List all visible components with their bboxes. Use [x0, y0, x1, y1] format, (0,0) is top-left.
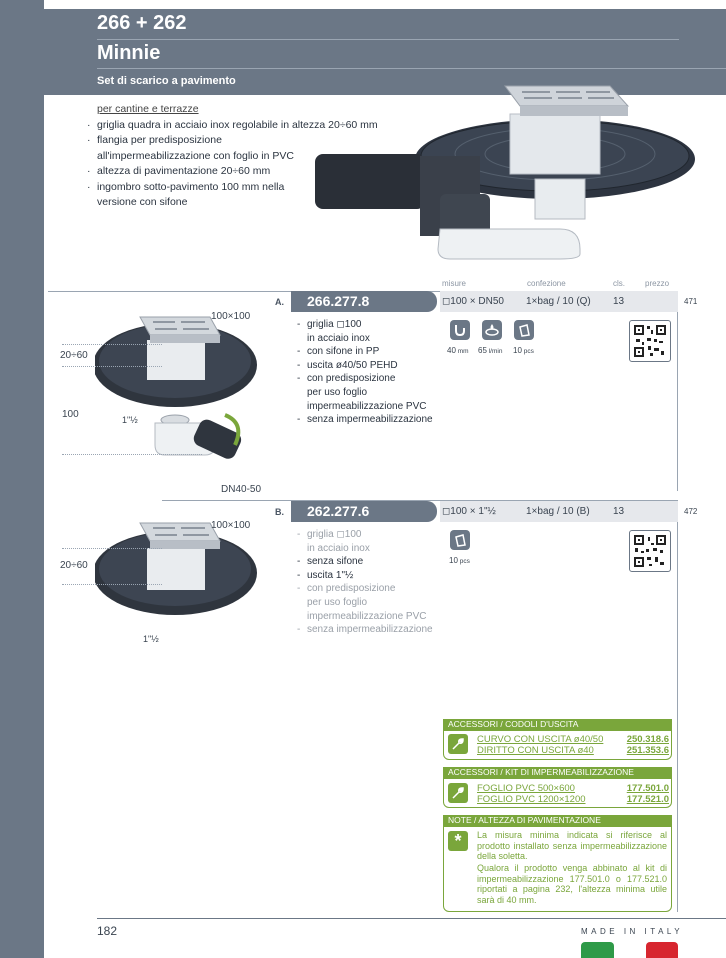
product-name: Minnie — [97, 42, 161, 64]
variant-letter: A. — [275, 297, 284, 307]
variant-code: 266.277.8 — [291, 291, 437, 312]
dim-grate: 100×100 — [211, 520, 251, 531]
bag-icon — [450, 530, 470, 550]
icon-caption: 65 l/min — [478, 346, 503, 355]
icon-caption: 40 mm — [447, 346, 469, 355]
accessory-title: ACCESSORI / CODOLI D'USCITA — [443, 719, 672, 730]
column-header-cls: cls. — [613, 279, 625, 288]
qr-code[interactable] — [629, 530, 671, 572]
desc-line: - con predisposizione — [297, 582, 442, 596]
title-divider — [97, 39, 679, 40]
desc-line: in acciaio inox — [307, 332, 370, 344]
variant-cls: 13 — [613, 506, 625, 517]
variant-letter: B. — [275, 507, 284, 517]
variant-description — [297, 528, 442, 637]
page-reference: 471 — [684, 297, 698, 306]
column-header-prezzo: prezzo — [645, 279, 670, 288]
accessory-row[interactable]: DIRITTO CON USCITA ø40 251.353.6 — [477, 745, 669, 756]
dim-guide — [62, 344, 162, 345]
desc-line: impermeabilizzazione PVC — [307, 400, 427, 412]
accessory-row[interactable]: FOGLIO PVC 1200×1200 177.521.0 — [477, 794, 669, 805]
feature-item: per cantine e terrazze — [97, 103, 199, 115]
variant-misure: ◻100 × 1"½ — [442, 506, 496, 517]
feature-item: · griglia quadra in acciaio inox regolabile in altezza 20÷60 mm — [87, 118, 417, 134]
qr-code[interactable] — [629, 320, 671, 362]
product-subtitle: Set di scarico a pavimento — [97, 75, 236, 87]
dim-guide — [62, 548, 162, 549]
note-text: La misura minima indicata si riferisce al prodotto installato senza impermeabilizzazione della soletta. — [477, 830, 667, 861]
accessory-title: ACCESSORI / KIT DI IMPERMEABILIZZAZIONE — [443, 767, 672, 778]
desc-line: in acciaio inox — [307, 542, 370, 554]
dim-outlet: DN40-50 — [221, 484, 262, 495]
made-in-italy: MADE IN ITALY — [581, 927, 684, 936]
variant-b-drawing — [95, 515, 275, 625]
desc-line: - senza impermeabilizzazione — [297, 413, 442, 427]
desc-line: - senza impermeabilizzazione — [297, 623, 442, 637]
dim-guide — [62, 584, 162, 585]
wrench-icon — [448, 734, 468, 754]
dim-height: 20÷60 — [60, 560, 88, 571]
column-header-misure: misure — [442, 279, 467, 288]
footer-divider — [97, 918, 726, 919]
icon-caption: 10 pcs — [513, 346, 534, 355]
feature-item: · ingombro sotto-pavimento 100 mm nella versione con sifone — [87, 180, 287, 211]
dim-guide — [62, 454, 202, 455]
desc-line: - con sifone in PP — [297, 345, 442, 359]
icon-caption: 10 pcs — [449, 556, 470, 565]
page-reference: 472 — [684, 507, 698, 516]
variant-spec-bar — [440, 291, 678, 312]
flow-icon — [482, 320, 502, 340]
desc-line: impermeabilizzazione PVC — [307, 610, 427, 622]
desc-line: - uscita ø40/50 PEHD — [297, 359, 442, 373]
dim-height: 20÷60 — [60, 350, 88, 361]
desc-line: per uso foglio — [307, 386, 368, 398]
bag-icon — [514, 320, 534, 340]
variant-confezione: 1×bag / 10 (Q) — [526, 296, 591, 307]
desc-line: - uscita 1"½ — [297, 569, 442, 583]
flag-green — [581, 942, 614, 958]
desc-line: per uso foglio — [307, 596, 368, 608]
note-box — [443, 826, 672, 912]
frame-line — [677, 291, 678, 491]
desc-line: - senza sifone — [297, 555, 442, 569]
siphon-icon — [450, 320, 470, 340]
variant-misure: ◻100 × DN50 — [442, 296, 504, 307]
page-number: 182 — [97, 924, 118, 938]
variant-cls: 13 — [613, 296, 625, 307]
left-band — [0, 0, 44, 958]
column-header-confezione: confezione — [527, 279, 566, 288]
variant-confezione: 1×bag / 10 (B) — [526, 506, 590, 517]
features-list — [87, 102, 417, 211]
frame-line — [677, 500, 678, 912]
variant-description — [297, 318, 442, 427]
variant-a-drawing — [95, 305, 275, 485]
desc-line: - con predisposizione — [297, 372, 442, 386]
variant-code: 262.277.6 — [291, 501, 437, 522]
dim-thread: 1"½ — [143, 634, 159, 644]
accessory-box — [443, 730, 672, 760]
dim-depth: 100 — [62, 409, 79, 420]
dim-thread: 1"½ — [122, 415, 138, 425]
feature-item: · altezza di pavimentazione 20÷60 mm — [87, 164, 417, 180]
dim-guide — [62, 366, 162, 367]
note-text: Qualora il prodotto venga abbinato al kit di impermeabilizzazione 177.501.0 o 177.521.0 riportati a pagina 232, l'altezza minima utile sarà di 40 mm. — [477, 863, 667, 905]
desc-line: - griglia ◻100 — [297, 528, 442, 542]
flag-red — [646, 942, 678, 958]
note-title: NOTE / ALTEZZA DI PAVIMENTAZIONE — [443, 815, 672, 826]
variant-spec-bar — [440, 501, 678, 522]
desc-line: - griglia ◻100 — [297, 318, 442, 332]
asterisk-icon: * — [448, 831, 468, 851]
accessory-box — [443, 778, 672, 808]
accessory-row[interactable]: CURVO CON USCITA ø40/50 250.318.6 — [477, 734, 669, 745]
accessory-row[interactable]: FOGLIO PVC 500×600 177.501.0 — [477, 783, 669, 794]
dim-grate: 100×100 — [211, 311, 251, 322]
title-divider — [97, 68, 726, 69]
product-code-title: 266 + 262 — [97, 12, 187, 34]
feature-item: · flangia per predisposizione all'impermeabilizzazione con foglio in PVC — [87, 133, 297, 164]
wrench-icon — [448, 783, 468, 803]
